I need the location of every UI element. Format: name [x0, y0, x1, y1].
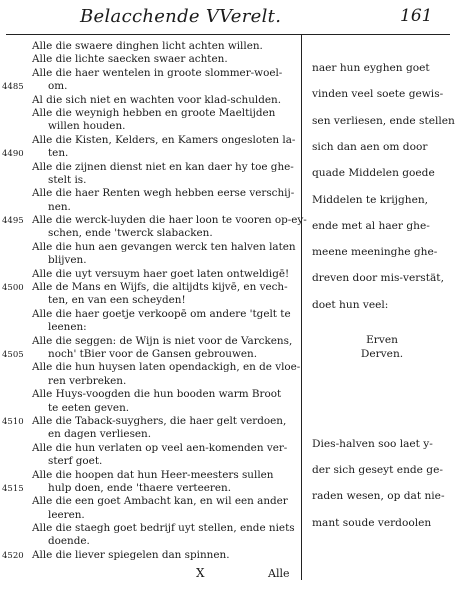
verse-text: Alle die hun aen gevangen werck ten halven laten — [32, 240, 296, 253]
verse-text: Alle die Kisten, Kelders, en Kamers ongesloten la- — [32, 133, 296, 146]
side-text-line: dreven door mis-verstät, — [312, 272, 444, 284]
verse-text: Alle die uyt versuym haer goet laten ontweldigē! — [32, 267, 290, 280]
verse-line — [0, 214, 307, 227]
line-number: 4515 — [2, 483, 24, 494]
verse-text: Alle die een goet Ambacht kan, en wil een ander — [32, 495, 288, 508]
verse-text: willen houden. — [48, 120, 126, 133]
side-text-line: der sich geseyt ende ge- — [312, 464, 443, 476]
verse-text: Alle die Taback-suyghers, die haer gelt verdoen, — [32, 414, 287, 427]
verse-text: Alle die haer goetje verkoopē om andere 'tgelt te — [32, 307, 291, 320]
side-text-line: raden wesen, op dat nie- — [312, 490, 445, 502]
verse-line — [0, 161, 300, 174]
verse-text: Alle die hoopen dat hun Heer-meesters sullen — [32, 468, 274, 481]
verse-line — [0, 268, 300, 281]
verse-line — [0, 227, 300, 240]
line-number: 4500 — [2, 283, 24, 294]
verse-line — [0, 335, 300, 348]
verse-line — [0, 120, 300, 133]
verse-line — [0, 535, 300, 548]
verse-text: Alle die werck-luyden die haer loon te vooren op-ey- — [32, 214, 307, 227]
verse-line — [0, 361, 300, 374]
side-text-line: ende met al haer ghe- — [312, 220, 430, 232]
catchword: Alle — [268, 567, 290, 580]
running-title: Belacchende VVerelt. — [80, 6, 282, 27]
verse-line — [0, 201, 300, 214]
verse-text: en dagen verliesen. — [48, 428, 152, 441]
verse-text: doende. — [48, 535, 90, 548]
side-text-line: doet hun veel: — [312, 299, 389, 311]
verse-text: Alle die seggen: de Wijn is niet voor de Varckens, — [32, 334, 293, 347]
verse-line — [0, 482, 300, 495]
verse-text: stelt is. — [48, 173, 87, 186]
verse-line — [0, 187, 300, 200]
signature-mark: X — [196, 566, 205, 580]
side-text-line: quade Middelen goede — [312, 167, 435, 179]
verse-text: Alle die swaere dinghen licht achten willen. — [32, 40, 263, 52]
verse-text: hulp doen, ende 'thaere verteeren. — [48, 481, 232, 494]
side-heading: Derven. — [360, 348, 404, 360]
verse-line — [0, 549, 300, 562]
verse-line — [0, 134, 300, 147]
column-divider — [301, 34, 302, 580]
verse-line — [0, 80, 300, 93]
verse-text: blijven. — [48, 254, 87, 267]
verse-text: ten, en van een scheyden! — [48, 294, 186, 307]
side-text-line: meene meeninghe ghe- — [312, 246, 438, 258]
verse-text: Alle die staegh goet bedrijf uyt stellen, ende niets — [32, 522, 295, 535]
verse-line — [0, 321, 300, 334]
verse-line — [0, 294, 300, 307]
verse-text: Alle die lichte saecken swaer achten. — [32, 53, 228, 66]
verse-text: om. — [48, 80, 68, 93]
verse-line — [0, 67, 300, 80]
verse-text: ten. — [48, 147, 69, 160]
verse-line — [0, 469, 300, 482]
verse-text: nen. — [48, 200, 71, 213]
verse-line — [0, 147, 300, 160]
verse-line — [0, 509, 300, 522]
verse-text: te eeten geven. — [48, 401, 130, 414]
verse-text: Alle die haer Renten wegh hebben eerse verschij- — [32, 187, 295, 200]
line-number: 4490 — [2, 149, 24, 160]
side-text-line: naer hun eyghen goet — [312, 62, 430, 74]
verse-text: leeren. — [48, 508, 85, 521]
verse-line — [0, 348, 300, 361]
verse-text: noch' tBier voor de Gansen gebrouwen. — [48, 347, 257, 360]
verse-text: Alle die haer wentelen in groote slommer-woel- — [32, 66, 283, 79]
side-text-line: Dies-halven soo laet y- — [312, 438, 433, 450]
verse-line — [0, 428, 300, 441]
verse-text: Alle Huys-voogden die hun booden warm Broot — [32, 388, 282, 401]
side-text-line: sich dan aen om door — [312, 141, 428, 153]
verse-line — [0, 375, 300, 388]
verse-text: Alle die hun huysen laten opendackigh, en de vloe- — [32, 361, 301, 374]
verse-line — [0, 40, 300, 53]
verse-line — [0, 415, 300, 428]
line-number: 4520 — [2, 550, 24, 561]
line-number: 4510 — [2, 416, 24, 427]
verse-line — [0, 53, 300, 66]
verse-text: Alle die hun verlaten op veel aen-komenden ver- — [32, 441, 288, 454]
verse-text: ren verbreken. — [48, 374, 127, 387]
verse-text: Alle die liever spiegelen dan spinnen. — [32, 548, 230, 561]
verse-text: sterf goet. — [48, 455, 103, 468]
verse-line — [0, 241, 300, 254]
side-text-line: sen verliesen, ende stellen — [312, 115, 455, 127]
verse-line — [0, 254, 300, 267]
verse-text: Alle de Mans en Wijfs, die altijdts kijvē, en vech- — [32, 281, 288, 294]
verse-line — [0, 442, 300, 455]
verse-column — [0, 40, 307, 562]
verse-text: schen, ende 'twerck slabacken. — [48, 227, 213, 240]
side-text-line: mant soude verdoolen — [312, 517, 432, 529]
page-number: 161 — [400, 6, 433, 26]
verse-line — [0, 107, 300, 120]
side-text-line: vinden veel soete gewis- — [312, 88, 444, 100]
verse-line — [0, 174, 300, 187]
line-number: 4505 — [2, 349, 24, 360]
side-text-line: Middelen te krijghen, — [312, 194, 429, 206]
verse-line — [0, 495, 300, 508]
verse-text: leenen: — [48, 321, 87, 334]
verse-line — [0, 455, 300, 468]
verse-text: Alle die zijnen dienst niet en kan daer hy toe ghe- — [32, 160, 294, 173]
verse-line — [0, 94, 300, 107]
verse-line — [0, 388, 300, 401]
header-rule — [6, 34, 450, 35]
verse-line — [0, 522, 300, 535]
side-heading: Erven — [366, 334, 398, 346]
verse-line — [0, 308, 300, 321]
verse-text: Alle die weynigh hebben en groote Maeltijden — [32, 106, 276, 119]
line-number: 4495 — [2, 216, 24, 227]
line-number: 4485 — [2, 82, 24, 93]
verse-line — [0, 281, 300, 294]
verse-line — [0, 402, 300, 415]
verse-text: Al die sich niet en wachten voor klad-schulden. — [32, 93, 282, 106]
